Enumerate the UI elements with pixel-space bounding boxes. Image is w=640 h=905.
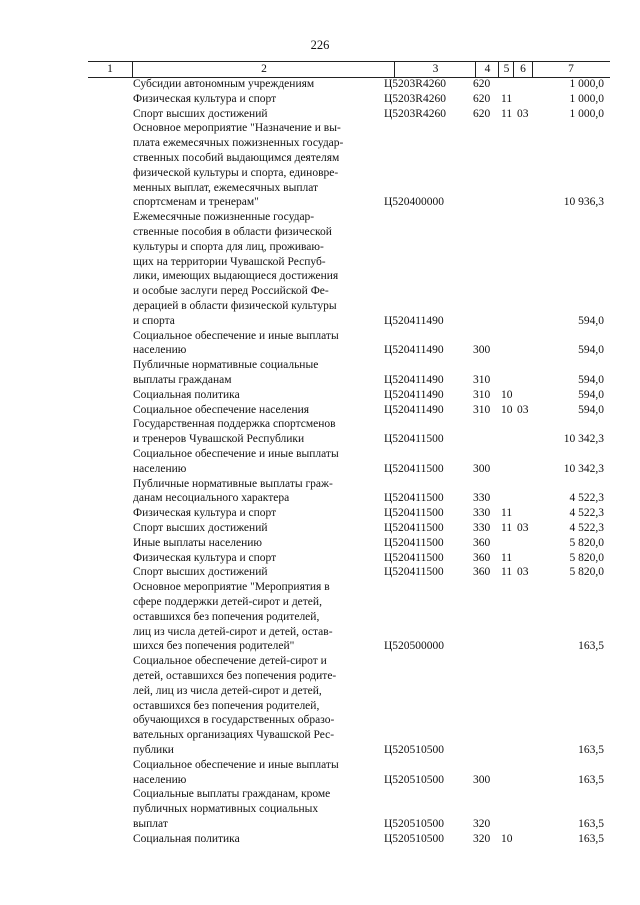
row-name-line: выплаты гражданам (133, 373, 232, 386)
row-sum: 4 522,3 (569, 492, 604, 505)
row-name-line: публики (133, 743, 174, 756)
row-pr: 03 (517, 107, 529, 120)
row-name (133, 832, 366, 847)
row-sum: 163,5 (578, 832, 604, 845)
row-sum: 5 820,0 (569, 551, 604, 564)
table-body (0, 77, 640, 847)
row-name-line: культуры и спорта для лиц, проживаю- (133, 240, 324, 253)
row-name-line: сфере поддержки детей-сирот и детей, (133, 595, 322, 608)
row-name-line: Социальное обеспечение и иные выплаты (133, 329, 339, 342)
row-code: Ц520411500 (384, 536, 444, 549)
row-name-line: Спорт высших достижений (133, 107, 268, 120)
table-row (0, 447, 640, 477)
page-number: 226 (310, 38, 330, 52)
row-code: Ц520500000 (384, 640, 445, 653)
row-name (133, 107, 366, 122)
row-name-line: населению (133, 462, 187, 475)
row-name-line: спортсменам и тренерам" (133, 196, 259, 209)
row-name-line: лики, имеющих выдающиеся достижения (133, 270, 339, 283)
row-sum: 163,5 (578, 817, 604, 830)
row-name (133, 358, 366, 388)
header-col-2: 2 (132, 62, 395, 77)
row-name-line: Физическая культура и спорт (133, 551, 277, 564)
row-name-line: Ежемесячные пожизненные государ- (133, 211, 315, 224)
row-vr: 320 (473, 832, 491, 845)
row-name-line: Основное мероприятие "Назначение и вы- (133, 122, 341, 135)
row-name-line: Субсидии автономным учреждениям (133, 78, 315, 90)
row-rz: 10 (501, 832, 513, 845)
row-vr: 300 (473, 773, 491, 786)
row-name (133, 758, 366, 788)
row-name (133, 329, 366, 359)
row-sum: 594,0 (578, 403, 604, 416)
row-code: Ц520411500 (384, 507, 444, 520)
row-sum: 163,5 (578, 773, 604, 786)
row-vr: 310 (473, 373, 491, 386)
row-code: Ц520411490 (384, 314, 444, 327)
row-sum: 1 000,0 (569, 78, 604, 90)
row-rz: 11 (501, 551, 513, 564)
row-name-line: Социальное обеспечение и иные выплаты (133, 447, 339, 460)
table-row (0, 477, 640, 507)
row-rz: 11 (501, 566, 513, 579)
row-name (133, 787, 366, 831)
row-sum: 163,5 (578, 743, 604, 756)
row-code: Ц5203R4260 (384, 78, 446, 90)
table-row (0, 565, 640, 580)
row-name-line: Спорт высших достижений (133, 566, 268, 579)
row-name-line: и спорта (133, 314, 175, 327)
row-vr: 620 (473, 107, 491, 120)
table-row (0, 107, 640, 122)
row-rz: 11 (501, 521, 513, 534)
row-code: Ц520411500 (384, 551, 444, 564)
table-row (0, 358, 640, 388)
row-rz: 11 (501, 92, 513, 105)
row-vr: 620 (473, 92, 491, 105)
row-vr: 310 (473, 388, 491, 401)
row-name-line: обучающихся в государственных образо- (133, 714, 335, 727)
row-code: Ц520400000 (384, 196, 445, 209)
row-name (133, 477, 366, 507)
row-name-line: лей, лиц из числа детей-сирот и детей, (133, 684, 322, 697)
row-pr: 03 (517, 566, 529, 579)
row-name-line: выплат (133, 817, 168, 830)
row-sum: 594,0 (578, 314, 604, 327)
row-name-line: Публичные нормативные выплаты граж- (133, 477, 333, 490)
table-row (0, 654, 640, 758)
row-name (133, 92, 366, 107)
row-name-line: оставшихся без попечения родителей, (133, 610, 320, 623)
row-code: Ц520411490 (384, 344, 444, 357)
row-name (133, 388, 366, 403)
row-name-line: шихся без попечения родителей" (133, 640, 295, 653)
row-code: Ц520411500 (384, 433, 444, 446)
row-name-line: публичных нормативных социальных (133, 803, 319, 816)
row-pr: 03 (517, 403, 529, 416)
row-code: Ц520411500 (384, 492, 444, 505)
table-row (0, 506, 640, 521)
row-rz: 11 (501, 107, 513, 120)
row-sum: 5 820,0 (569, 566, 604, 579)
row-vr: 320 (473, 817, 491, 830)
row-name (133, 403, 366, 418)
row-name-line: Социальная политика (133, 388, 240, 401)
row-name-line: Физическая культура и спорт (133, 507, 277, 520)
row-code: Ц520411500 (384, 462, 444, 475)
row-name-line: Публичные нормативные социальные (133, 359, 319, 372)
header-col-1: 1 (107, 63, 113, 75)
row-sum: 10 342,3 (563, 462, 604, 475)
row-name (133, 210, 366, 328)
row-code: Ц520411490 (384, 373, 444, 386)
table-row (0, 329, 640, 359)
row-sum: 594,0 (578, 373, 604, 386)
row-code: Ц520411490 (384, 403, 444, 416)
table-row (0, 77, 640, 92)
row-vr: 300 (473, 462, 491, 475)
table-row (0, 536, 640, 551)
row-name-line: Социальное обеспечение населения (133, 403, 310, 416)
row-name (133, 447, 366, 477)
row-name (133, 580, 366, 654)
header-col-5: 5 (498, 62, 514, 77)
row-code: Ц520510500 (384, 832, 445, 845)
row-code: Ц5203R4260 (384, 92, 446, 105)
row-name-line: Спорт высших достижений (133, 521, 268, 534)
row-name-line: данам несоциального характера (133, 492, 290, 505)
row-name-line: ственных пособий выдающимся деятелям (133, 151, 340, 164)
row-name (133, 506, 366, 521)
row-sum: 163,5 (578, 640, 604, 653)
row-name-line: и тренеров Чувашской Республики (133, 433, 305, 446)
row-name (133, 536, 366, 551)
row-name-line: ственные пособия в области физической (133, 225, 332, 238)
row-vr: 330 (473, 521, 491, 534)
row-name (133, 565, 366, 580)
table-row (0, 388, 640, 403)
row-rz: 10 (501, 388, 513, 401)
row-code: Ц5203R4260 (384, 107, 446, 120)
row-name (133, 77, 366, 92)
row-name-line: Социальная политика (133, 832, 240, 845)
row-name-line: Социальное обеспечение детей-сирот и (133, 655, 327, 668)
row-sum: 5 820,0 (569, 536, 604, 549)
table-row (0, 121, 640, 210)
table-row (0, 403, 640, 418)
row-code: Ц520411500 (384, 566, 444, 579)
row-name (133, 121, 366, 210)
header-col-3: 3 (394, 62, 476, 77)
row-name-line: Социальные выплаты гражданам, кроме (133, 788, 331, 801)
row-sum: 1 000,0 (569, 92, 604, 105)
row-vr: 300 (473, 344, 491, 357)
row-code: Ц520411500 (384, 521, 444, 534)
table-row (0, 758, 640, 788)
table-row (0, 521, 640, 536)
row-vr: 360 (473, 551, 491, 564)
row-sum: 10 342,3 (563, 433, 604, 446)
row-code: Ц520411490 (384, 388, 444, 401)
table-row (0, 832, 640, 847)
row-name-line: дерацией в области физической культуры (133, 299, 337, 312)
row-code: Ц520510500 (384, 773, 445, 786)
row-name-line: плата ежемесячных пожизненных государ- (133, 137, 344, 150)
row-sum: 1 000,0 (569, 107, 604, 120)
table-row (0, 787, 640, 831)
row-code: Ц520510500 (384, 743, 445, 756)
row-vr: 360 (473, 536, 491, 549)
row-name-line: оставшихся без попечения родителей, (133, 699, 320, 712)
row-vr: 360 (473, 566, 491, 579)
table-row (0, 551, 640, 566)
row-pr: 03 (517, 521, 529, 534)
row-name-line: Иные выплаты населению (133, 536, 262, 549)
row-vr: 330 (473, 507, 491, 520)
header-col-6: 6 (513, 62, 533, 77)
row-name (133, 654, 366, 758)
table-row (0, 417, 640, 447)
row-name-line: Физическая культура и спорт (133, 92, 277, 105)
row-sum: 10 936,3 (563, 196, 604, 209)
table-row (0, 580, 640, 654)
row-name-line: физической культуры и спорта, единовре- (133, 166, 339, 179)
row-sum: 4 522,3 (569, 521, 604, 534)
row-name-line: Социальное обеспечение и иные выплаты (133, 758, 339, 771)
row-rz: 11 (501, 507, 513, 520)
row-name (133, 551, 366, 566)
row-sum: 594,0 (578, 344, 604, 357)
row-name (133, 521, 366, 536)
table-row (0, 92, 640, 107)
row-name-line: вательных организациях Чувашской Рес- (133, 729, 335, 742)
row-vr: 330 (473, 492, 491, 505)
row-sum: 594,0 (578, 388, 604, 401)
header-col-7: 7 (568, 63, 574, 75)
row-code: Ц520510500 (384, 817, 445, 830)
row-sum: 4 522,3 (569, 507, 604, 520)
row-name-line: детей, оставшихся без попечения родите- (133, 669, 337, 682)
table-row (0, 210, 640, 328)
row-name-line: населению (133, 773, 187, 786)
row-name (133, 417, 366, 447)
row-name-line: населению (133, 344, 187, 357)
row-name-line: и особые заслуги перед Российской Фе- (133, 285, 329, 298)
row-name-line: Государственная поддержка спортсменов (133, 418, 336, 431)
header-col-4: 4 (475, 62, 499, 77)
row-vr: 620 (473, 78, 491, 90)
row-name-line: Основное мероприятие "Мероприятия в (133, 581, 330, 594)
row-name-line: менных выплат, ежемесячных выплат (133, 181, 319, 194)
row-rz: 10 (501, 403, 513, 416)
table-header (88, 61, 610, 78)
row-name-line: щих на территории Чувашской Респуб- (133, 255, 326, 268)
row-name-line: лиц из числа детей-сирот и детей, остав- (133, 625, 333, 638)
row-vr: 310 (473, 403, 491, 416)
